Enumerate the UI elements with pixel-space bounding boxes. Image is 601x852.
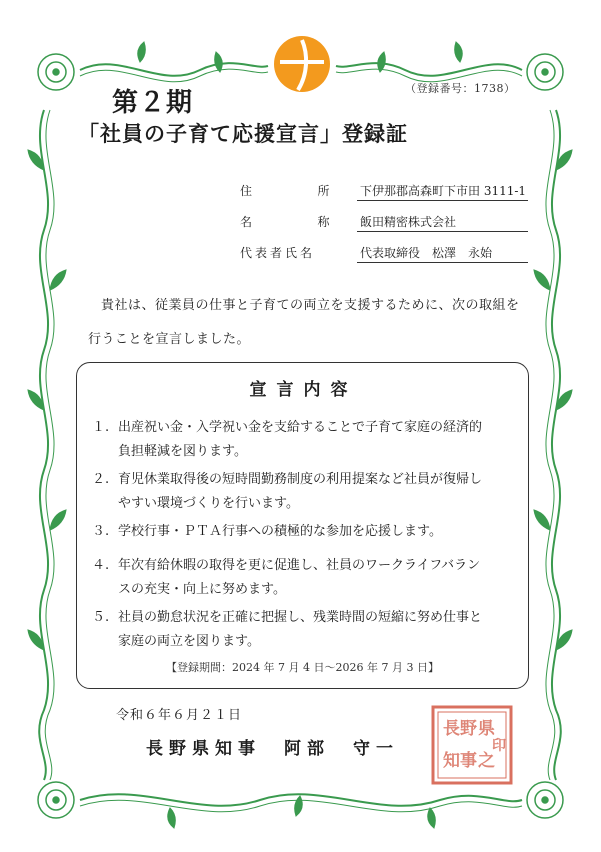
svg-text:之: 之 xyxy=(478,751,495,771)
name-value: 飯田精密株式会社 xyxy=(360,215,457,229)
svg-text:長: 長 xyxy=(443,719,460,739)
item-line: 学校行事・ＰＴＡ行事への積極的な参加を応援します。 xyxy=(118,524,442,539)
declaration-title: 宣言内容 xyxy=(249,380,358,400)
svg-text:事: 事 xyxy=(460,751,477,771)
item-number: １. xyxy=(92,420,110,435)
issue-date: 令和６年６月２１日 xyxy=(116,708,243,723)
item-line: やすい環境づくりを行います。 xyxy=(118,496,299,511)
item-line: 出産祝い金・入学祝い金を支給することで子育て家庭の経済的 xyxy=(118,420,483,435)
address-label-char: 住 xyxy=(240,184,253,198)
svg-text:知: 知 xyxy=(443,751,460,771)
signer-name: 長野県知事 阿部 守一 xyxy=(146,739,399,759)
representative-value: 代表取締役 松澤 永始 xyxy=(360,246,493,260)
svg-text:県: 県 xyxy=(478,719,495,739)
address-value: 下伊那郡高森町下市田 3111-1 xyxy=(360,184,527,198)
intro-line-1: 貴社は、従業員の仕事と子育ての両立を支援するために、次の取組を xyxy=(101,298,520,313)
address-label xyxy=(240,182,330,199)
term-heading: 第２期 xyxy=(112,88,194,118)
item-text xyxy=(118,520,520,544)
item-text xyxy=(118,554,520,602)
address-row xyxy=(240,179,530,201)
item-text xyxy=(118,416,520,464)
item-line: 負担軽減を図ります。 xyxy=(118,444,247,459)
intro-line-2: 行うことを宣言しました。 xyxy=(88,332,251,347)
name-label-char: 称 xyxy=(317,215,330,229)
intro-paragraph xyxy=(88,289,528,357)
representative-underline xyxy=(357,262,528,263)
name-label xyxy=(240,213,330,230)
item-line: スの充実・向上に努めます。 xyxy=(118,582,286,597)
item-line: 家庭の両立を図ります。 xyxy=(118,634,260,649)
item-number: ４. xyxy=(92,558,110,573)
item-number: ２. xyxy=(92,472,110,487)
certificate-title: 「社員の子育て応援宣言」登録証 xyxy=(78,121,408,146)
representative-label: 代表者氏名 xyxy=(240,246,316,260)
representative-row xyxy=(240,241,530,263)
item-text xyxy=(118,468,520,516)
orange-circle-logo-icon xyxy=(272,34,332,94)
registration-period: 【登録期間：2024 年 7 月 4 日～2026 年 7 月 3 日】 xyxy=(166,661,439,674)
address-label-char: 所 xyxy=(317,184,330,198)
item-number: ３. xyxy=(92,524,110,539)
name-label-char: 名 xyxy=(240,215,253,229)
address-underline xyxy=(357,200,528,201)
svg-text:野: 野 xyxy=(460,719,477,739)
item-text xyxy=(118,606,520,654)
item-number: ５. xyxy=(92,610,110,625)
item-line: 年次有給休暇の取得を更に促進し、社員のワークライフバラン xyxy=(118,558,481,573)
item-line: 社員の勤怠状況を正確に把握し、残業時間の短縮に努め仕事と xyxy=(118,610,483,625)
official-seal-icon xyxy=(430,704,514,786)
name-underline xyxy=(357,231,528,232)
name-row xyxy=(240,210,530,232)
item-line: 育児休業取得後の短時間勤務制度の利用提案など社員が復帰し xyxy=(118,472,483,487)
registration-number: （登録番号：1738） xyxy=(405,82,516,95)
svg-text:印: 印 xyxy=(492,738,506,754)
